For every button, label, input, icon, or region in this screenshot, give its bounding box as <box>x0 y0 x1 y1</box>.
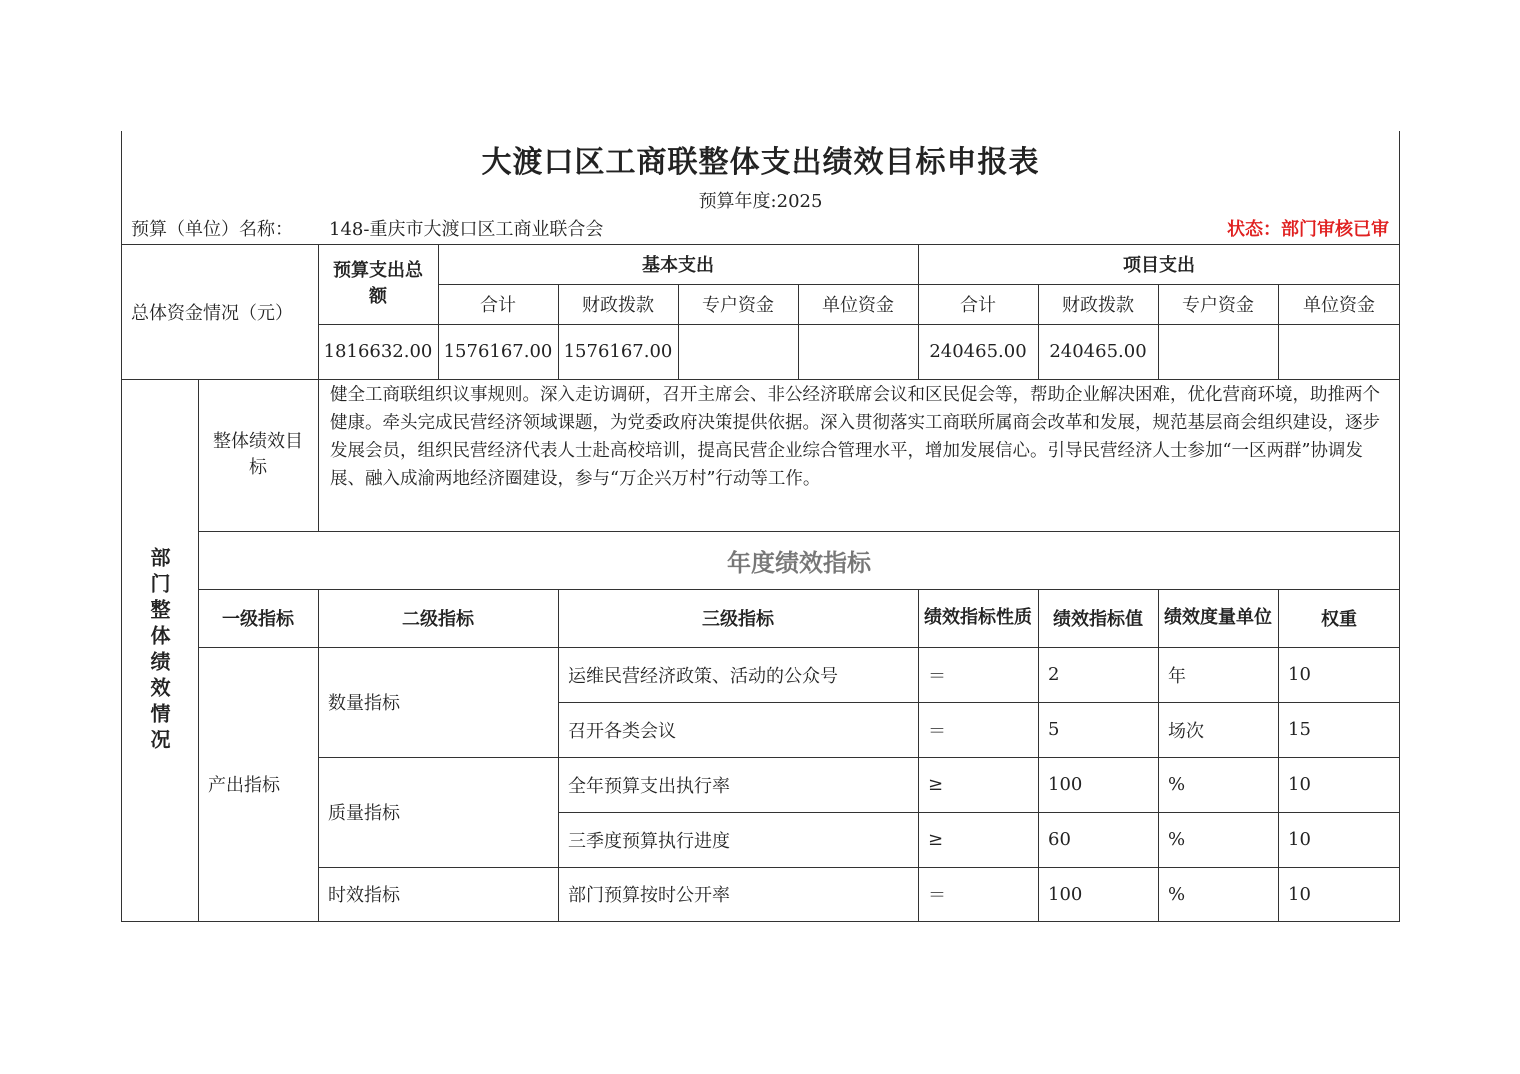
project-unit-value <box>1278 324 1400 379</box>
weight-header: 权重 <box>1321 609 1357 630</box>
level2-quality: 质量指标 <box>328 803 400 824</box>
indicator-value: 100 <box>1048 774 1083 795</box>
indicator-unit: 年 <box>1168 665 1186 687</box>
project-expense-header: 项目支出 <box>1123 255 1195 276</box>
indicator-weight: 10 <box>1288 829 1311 850</box>
indicator-value: 2 <box>1048 664 1060 685</box>
level2-header: 二级指标 <box>402 609 474 630</box>
project-total-header: 合计 <box>960 295 996 316</box>
annual-indicators-title: 年度绩效指标 <box>727 548 871 577</box>
indicator-weight: 15 <box>1288 719 1311 740</box>
indicator-name: 召开各类会议 <box>568 720 676 742</box>
basic-total-value: 1576167.00 <box>443 341 553 362</box>
budget-total-header: 预算支出总额 <box>333 260 423 307</box>
indicator-name: 三季度预算执行进度 <box>568 830 730 852</box>
indicator-nature: ＝ <box>928 720 946 742</box>
form-title: 大渡口区工商联整体支出绩效目标申报表 <box>481 145 1040 180</box>
indicator-name: 全年预算支出执行率 <box>568 775 730 797</box>
indicator-value: 5 <box>1048 719 1060 740</box>
project-unit-header: 单位资金 <box>1303 295 1375 316</box>
project-fiscal-header: 财政拨款 <box>1062 295 1134 316</box>
level1-output: 产出指标 <box>208 775 280 796</box>
indicator-unit: % <box>1168 774 1186 795</box>
indicator-unit: % <box>1168 829 1186 850</box>
overall-goal-label: 整体绩效目标 <box>213 431 303 478</box>
project-fiscal-value: 240465.00 <box>1049 341 1147 362</box>
report-form <box>121 131 1400 922</box>
status-badge: 状态：部门审核已审 <box>1227 219 1389 240</box>
indicator-unit: % <box>1168 883 1186 905</box>
project-special-value <box>1158 324 1278 379</box>
basic-special-header: 专户资金 <box>702 295 774 316</box>
level1-header: 一级指标 <box>222 609 294 630</box>
budget-total-value: 1816632.00 <box>323 341 433 362</box>
level2-timeliness: 时效指标 <box>328 885 400 906</box>
basic-expense-header: 基本支出 <box>642 255 714 276</box>
project-total-value: 240465.00 <box>929 341 1027 362</box>
basic-total-header: 合计 <box>480 295 516 316</box>
funds-row-label: 总体资金情况（元） <box>131 302 293 324</box>
nature-header: 绩效指标性质 <box>924 607 1032 628</box>
indicator-weight: 10 <box>1288 774 1311 795</box>
indicator-nature: ＝ <box>928 885 946 906</box>
indicator-nature: ＝ <box>928 665 946 687</box>
basic-unit-value <box>798 324 918 379</box>
indicator-value: 100 <box>1048 883 1083 905</box>
indicator-nature: ≥ <box>928 774 944 795</box>
indicator-nature: ≥ <box>928 829 944 850</box>
project-special-header: 专户资金 <box>1182 295 1254 316</box>
unit-label: 预算（单位）名称： <box>131 219 293 240</box>
level3-header: 三级指标 <box>702 609 774 630</box>
indicator-weight: 10 <box>1288 883 1311 905</box>
overall-goal-text: 健全工商联组织议事规则。深入走访调研，召开主席会、非公经济联席会议和区民促会等，帮助企业解决困难，优化营商环境，助推两个健康。牵头完成民营经济领域课题，为党委政府决策提供依据。深入贯彻落实工商联所属商会改革和发展，规范基层商会组织建设，逐步发展会员，组织民营经济代表人士赴高校培训，提高民营企业综合管理水平，增加发展信心。引导民营经济人士参加“一区两群”协调发展、融入成渝两地经济圈建设，参与“万企兴万村”行动等工作。 <box>330 385 1380 489</box>
indicator-unit: 场次 <box>1168 720 1204 742</box>
indicator-weight: 10 <box>1288 664 1311 685</box>
basic-fiscal-value: 1576167.00 <box>563 341 673 362</box>
unit-name: 148-重庆市大渡口区工商业联合会 <box>329 219 604 240</box>
form-bottom-line <box>121 921 1400 922</box>
unit-header: 绩效度量单位 <box>1164 607 1272 628</box>
dept-performance-label: 部门整体绩效情况 <box>147 546 171 755</box>
budget-year: 预算年度:2025 <box>698 191 823 212</box>
indicator-name: 运维民营经济政策、活动的公众号 <box>568 665 838 687</box>
basic-fiscal-header: 财政拨款 <box>582 295 654 316</box>
value-header: 绩效指标值 <box>1053 609 1143 630</box>
indicator-value: 60 <box>1048 829 1071 850</box>
basic-special-value <box>678 324 798 379</box>
level2-quantity: 数量指标 <box>328 693 400 714</box>
indicator-name: 部门预算按时公开率 <box>568 885 730 906</box>
basic-unit-header: 单位资金 <box>822 295 894 316</box>
